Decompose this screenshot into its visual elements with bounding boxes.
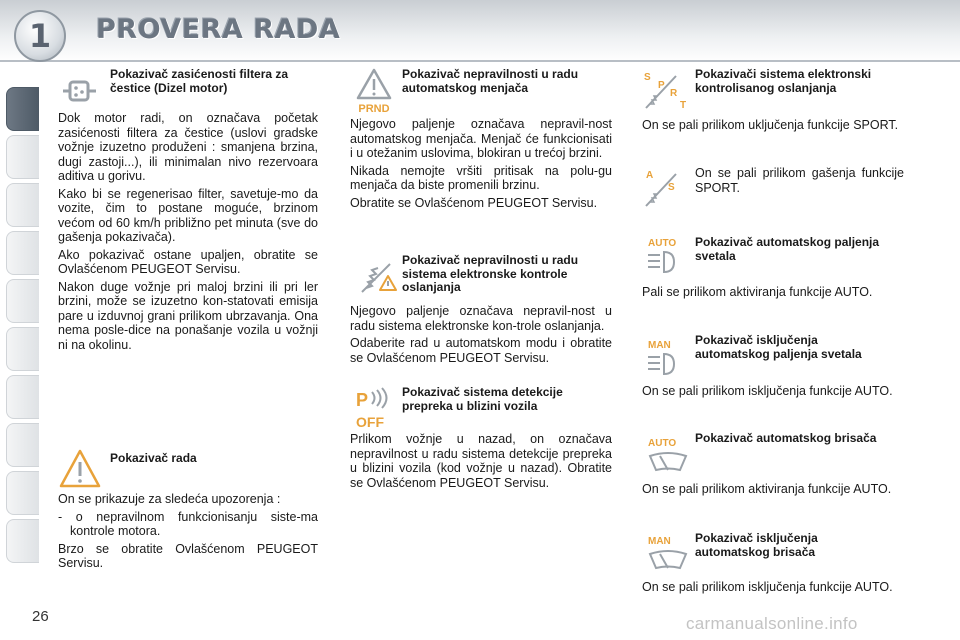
paragraph: On se prikazuje za sledeća upozorenja :: [58, 492, 281, 506]
particle-filter-icon: [60, 72, 100, 112]
section-heading: Pokazivač nepravilnosti u radu automatskog menjača: [402, 67, 579, 95]
sport-mode-off-icon: [642, 166, 690, 210]
chapter-tab[interactable]: [6, 135, 39, 179]
paragraph: On se pali prilikom uključenja funkcije SPORT.: [642, 118, 899, 132]
svg-text:R: R: [670, 88, 678, 99]
paragraph: Pali se prilikom aktiviranja funkcije AUTO.: [642, 285, 873, 299]
section-heading: Pokazivač zasićenosti filtera za čestice (Dizel motor): [110, 67, 289, 95]
section-body: [642, 285, 904, 303]
chapter-number-badge: 1: [14, 10, 66, 62]
paragraph: Dok motor radi, on označava početak zasićenosti filtera za čestice (uslovi gradske vožnje izuzetno produženi : smanjena brzina, dugi zastoji...), ili minimalan nivo rezervoara aditiva u gorivu.: [58, 111, 318, 183]
chapter-tab[interactable]: [6, 231, 39, 275]
paragraph: Brzo se obratite Ovlašćenom PEUGEOT Servisu.: [58, 541, 318, 570]
paragraph: Odaberite rad u automatskom modu i obratite se Ovlašćenom PEUGEOT Servisu.: [350, 336, 612, 365]
man-label: MAN: [648, 536, 671, 547]
chapter-tab[interactable]: [6, 375, 39, 419]
chapter-tab[interactable]: [6, 279, 39, 323]
section-heading: Pokazivač nepravilnosti u radu sistema elektronske kontrole oslanjanja: [402, 253, 579, 294]
manual-wiper-icon: [646, 532, 690, 576]
svg-text:A: A: [646, 170, 654, 181]
watermark: carmanualsonline.info: [686, 614, 858, 633]
section-heading: Pokazivač isključenja automatskog paljenja svetala: [695, 333, 862, 361]
svg-text:P: P: [658, 80, 665, 91]
section-body: [642, 384, 904, 402]
parking-sensor-icon: [352, 386, 398, 430]
manual-headlights-icon: [646, 336, 690, 380]
auto-label: AUTO: [648, 238, 677, 249]
man-label: MAN: [648, 340, 671, 351]
paragraph: Njegovo paljenje označava nepravil-nost automatskog menjača. Menjač će funkcionisati i u otežanim uslovima, blokiran u trećoj brzini.: [350, 117, 612, 160]
auto-label: AUTO: [648, 438, 677, 449]
auto-wiper-icon: [646, 434, 690, 478]
paragraph: Nakon duge vožnje pri maloj brzini ili pri ler brzini, može se izuzetno kon-statovati emisija pare u izduvnoj grani prilikom ubrzavanja. Ona nema posle-dice na ponašanje vozila u vožnji ni na okolinu.: [58, 279, 318, 352]
section-body: [642, 482, 904, 500]
sport-mode-icon: [642, 68, 690, 114]
paragraph: On se pali prilikom isključenja funkcije AUTO.: [642, 580, 893, 594]
page-number: 26: [32, 608, 49, 625]
chapter-tab[interactable]: [6, 423, 39, 467]
svg-text:S: S: [668, 182, 675, 193]
header-divider: [0, 60, 960, 62]
paragraph: Njegovo paljenje označava nepravil-nost u radu sistema elektronske kon-trole oslanjanja.: [350, 304, 612, 333]
section-body: [695, 166, 904, 198]
paragraph: Prlikom vožnje u nazad, on označava nepravilnost u radu sistema detekcije prepreka u blizini vozila (kod vožnje u nazad). Obratite se Ovlašćenom PEUGEOT Servisu.: [350, 432, 612, 490]
section-heading: Pokazivač automatskog brisača: [695, 431, 877, 445]
paragraph: On se pali prilikom isključenja funkcije AUTO.: [642, 384, 893, 398]
svg-text:T: T: [680, 100, 687, 111]
gearbox-warning-icon: [352, 68, 396, 114]
list-item: - o nepravilnom funkcionisanju siste-ma kontrole motora.: [58, 509, 318, 538]
section-heading: Pokazivači sistema elektronski kontrolisanog oslanjanja: [695, 67, 872, 95]
section-body: [642, 118, 904, 136]
paragraph: On se pali prilikom gašenja funkcije SPORT.: [695, 166, 904, 195]
suspension-fault-icon: [354, 258, 398, 298]
section-body: [58, 492, 318, 574]
chapter-tab-active[interactable]: [6, 87, 39, 131]
section-body: [58, 111, 318, 355]
warning-triangle-icon: [58, 448, 102, 490]
prnd-label: PRND: [358, 103, 390, 114]
paragraph: Obratite se Ovlašćenom PEUGEOT Servisu.: [350, 195, 598, 210]
chapter-tab[interactable]: [6, 183, 39, 227]
page-title: PROVERA RADA: [96, 14, 341, 45]
section-body: [350, 432, 612, 493]
section-heading: Pokazivač rada: [110, 451, 197, 465]
section-heading: Pokazivač sistema detekcije prepreka u blizini vozila: [402, 385, 563, 413]
chapter-tab[interactable]: [6, 519, 39, 563]
section-heading: Pokazivač isključenja automatskog brisača: [695, 531, 818, 559]
chapter-tab[interactable]: [6, 327, 39, 371]
section-body: [350, 304, 612, 368]
auto-headlights-icon: [646, 234, 690, 278]
chapter-tabs: [0, 65, 46, 585]
paragraph: Ako pokazivač ostane upaljen, obratite se Ovlašćenom PEUGEOT Servisu.: [58, 247, 318, 276]
svg-text:S: S: [644, 72, 651, 83]
paragraph: Nikada nemojte vršiti pritisak na polu-gu menjača da biste promenili brzinu.: [350, 163, 612, 192]
paragraph: Kako bi se regenerisao filter, savetuje-mo da vozite, čim to postane moguće, brzinom većom od 60 km/h približno pet minuta (sve do gašenja pokazivača).: [58, 186, 318, 244]
paragraph: On se pali prilikom aktiviranja funkcije AUTO.: [642, 482, 892, 496]
chapter-tab[interactable]: [6, 471, 39, 515]
section-heading: Pokazivač automatskog paljenja svetala: [695, 235, 880, 263]
off-label: OFF: [356, 414, 384, 430]
section-body: [350, 117, 612, 213]
svg-text:P: P: [356, 390, 369, 410]
section-body: [642, 580, 904, 598]
